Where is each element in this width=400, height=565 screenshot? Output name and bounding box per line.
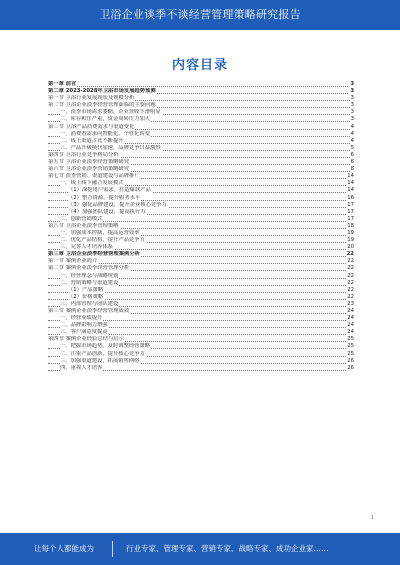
- toc-entry-page: 22: [347, 286, 354, 293]
- toc-entry-page: 22: [346, 251, 354, 258]
- toc-entry-label: 第一章 前言: [48, 81, 77, 87]
- toc-entry-page: 6: [350, 151, 354, 158]
- toc-entry-page: 5: [350, 144, 354, 151]
- toc-entry[interactable]: [48, 195, 354, 202]
- toc-entry[interactable]: [48, 315, 354, 322]
- toc-entry[interactable]: [48, 109, 354, 116]
- toc-entry[interactable]: [48, 81, 354, 88]
- toc-entry-page: 24: [347, 322, 354, 329]
- toc-entry-label: 二、创新营销模式: [60, 215, 103, 222]
- toc-entry-page: 24: [347, 329, 354, 336]
- toc-entry[interactable]: [48, 223, 354, 230]
- toc-entry-label: （3）强化品牌建设，提升企业核心竞争力: [68, 201, 167, 208]
- toc-entry-label: 第四节 案例企业经验总结与启示: [48, 336, 124, 343]
- toc-entry-page: 3: [350, 102, 354, 109]
- toc-entry[interactable]: [48, 138, 354, 145]
- toc-entry-page: 19: [347, 229, 354, 236]
- toc-entry-page: 3: [350, 81, 354, 87]
- toc-entry-page: 26: [347, 364, 354, 371]
- toc-entry-label: （4）加强团队建设，提高执行力: [68, 208, 146, 215]
- toc-entry-page: 22: [347, 279, 354, 286]
- toc-entry-label: 第五节 卫浴企业淡季经营策略研究: [48, 159, 130, 166]
- toc-entry[interactable]: [48, 166, 354, 173]
- toc-entry-label: 二、注重产品创新，提升核心竞争力: [60, 350, 145, 357]
- toc-entry[interactable]: [48, 159, 354, 166]
- toc-entry-label: 三、产品升级换代加速，品牌竞争日益激烈: [60, 144, 161, 151]
- toc-entry-label: 二、营销策略与渠道建设: [60, 279, 119, 286]
- toc-entry-page: 16: [347, 194, 354, 201]
- toc-entry-label: 二、库存积压严重，资金周转压力加大: [60, 116, 151, 123]
- toc-entry[interactable]: [48, 102, 354, 109]
- toc-entry[interactable]: [48, 244, 354, 251]
- page-number: 1: [370, 515, 374, 521]
- toc-entry[interactable]: [48, 216, 354, 223]
- dot-leader: [48, 86, 354, 87]
- toc-entry-label: 一、消费者需求向智能化、个性化转变: [60, 130, 151, 137]
- toc-entry-page: 25: [347, 350, 354, 357]
- toc-entry-label: （1）产品策略: [68, 286, 104, 293]
- toc-entry[interactable]: [48, 230, 354, 237]
- toc-entry-label: 三、完善人才培养体系: [60, 244, 113, 251]
- toc-entry-page: 25: [347, 343, 354, 350]
- toc-entry-page: 24: [347, 308, 354, 314]
- toc-entry-page: 4: [350, 123, 354, 130]
- toc-entry[interactable]: [48, 124, 354, 131]
- toc-entry[interactable]: [48, 258, 354, 265]
- toc-entry[interactable]: [48, 351, 354, 358]
- toc-entry-label: 第二章 2023-2028年卫浴市场发展趋势预测: [48, 88, 156, 95]
- toc-entry-label: 四、重视人才培养: [60, 364, 103, 371]
- table-of-contents: [48, 81, 354, 372]
- toc-entry[interactable]: [48, 287, 354, 294]
- toc-entry[interactable]: [48, 180, 354, 187]
- toc-entry[interactable]: [48, 308, 354, 315]
- toc-entry-label: 第七节 淡季营销、渠道建设与品牌推广: [48, 173, 140, 180]
- toc-entry-page: 22: [347, 293, 354, 300]
- toc-entry-page: 3: [350, 116, 354, 123]
- toc-entry[interactable]: [48, 95, 354, 102]
- toc-entry-page: 17: [347, 215, 354, 222]
- toc-entry-page: 20: [347, 244, 354, 251]
- toc-entry-label: 一、线上线下融合发展模式: [60, 180, 124, 187]
- toc-entry-label: 第四节 卫浴行业竞争格局分析: [48, 151, 119, 158]
- toc-entry[interactable]: [48, 280, 354, 287]
- toc-entry[interactable]: [48, 187, 354, 194]
- toc-entry-page: 19: [347, 237, 354, 244]
- toc-entry-page: 3: [350, 95, 354, 102]
- toc-entry[interactable]: [48, 145, 354, 152]
- toc-entry-label: 一、经营业绩提升: [60, 315, 103, 322]
- toc-entry-label: （2）价格策略: [68, 293, 104, 300]
- toc-entry-page: 22: [347, 258, 354, 265]
- toc-entry-label: 第三节 案例企业淡季经营管理成效: [48, 308, 130, 314]
- toc-entry-label: 二、优化产品结构，提升产品竞争力: [60, 237, 145, 244]
- toc-entry-label: 一、淡季市场需求萎缩，企业营收下滑明显: [60, 109, 161, 116]
- toc-entry-label: 第八节 卫浴企业淡季管理策略: [48, 222, 119, 229]
- toc-entry-page: 14: [347, 173, 354, 180]
- toc-entry-page: 14: [347, 187, 354, 194]
- footer-divider: [112, 541, 113, 557]
- toc-entry-page: 24: [347, 315, 354, 322]
- toc-heading: 内容目录: [171, 58, 228, 73]
- toc-entry-label: 第三章 卫浴企业淡季经营管理案例分析: [48, 251, 140, 258]
- toc-entry-label: 第六节 卫浴企业淡季营销策略研究: [48, 166, 130, 173]
- toc-entry[interactable]: [48, 265, 354, 272]
- toc-entry-page: 8: [350, 166, 354, 173]
- toc-entry[interactable]: [48, 88, 354, 95]
- toc-entry-label: 第二节 案例企业淡季经营管理分析: [48, 265, 130, 272]
- footer-banner: [0, 533, 400, 565]
- toc-entry-label: 一、把握市场趋势，及时调整经营策略: [60, 343, 151, 350]
- top-banner: [0, 0, 400, 30]
- toc-entry-label: 三、加强渠道建设，拓展销售网络: [60, 357, 140, 364]
- toc-entry[interactable]: [48, 322, 354, 329]
- report-title: 卫浴企业谈季不谈经营管理策略研究报告: [99, 8, 301, 21]
- toc-entry-page: 17: [347, 201, 354, 208]
- footer-tagline: 行业专家、管理专家、营销专家、战略专家、成功企业家……: [126, 544, 329, 553]
- toc-entry-label: 第三节 卫浴产品消费需求与渠道变化: [48, 123, 135, 130]
- toc-entry[interactable]: [48, 273, 354, 280]
- toc-entry-label: 一、加强成本控制，提高运营效率: [60, 229, 140, 236]
- toc-entry-page: 17: [347, 208, 354, 215]
- toc-entry-label: （1）深挖用户需求，打造爆款产品: [68, 187, 151, 194]
- toc-entry[interactable]: [48, 131, 354, 138]
- toc-entry[interactable]: [48, 251, 354, 258]
- toc-entry[interactable]: [48, 116, 354, 123]
- toc-entry-label: 三、客户满意度提高: [60, 329, 108, 336]
- toc-entry-page: 22: [347, 265, 354, 272]
- toc-entry-page: 26: [347, 357, 354, 364]
- toc-entry[interactable]: [48, 237, 354, 244]
- toc-entry-label: 第二节 卫浴企业淡季经营管理面临的主要问题: [48, 102, 156, 109]
- toc-entry[interactable]: [48, 152, 354, 159]
- toc-entry-label: （2）整合资源，提升服务水平: [68, 194, 141, 201]
- toc-entry[interactable]: [48, 343, 354, 350]
- toc-entry[interactable]: [48, 358, 354, 365]
- footer-slogan: 让每个人都能成为: [34, 544, 94, 553]
- toc-entry-label: 第一节 案例企业简介: [48, 258, 98, 265]
- toc-entry-page: 22: [347, 272, 354, 279]
- toc-entry[interactable]: [48, 365, 354, 372]
- toc-entry[interactable]: [48, 294, 354, 301]
- toc-entry-label: 二、品牌影响力增强: [60, 322, 108, 329]
- toc-entry-label: 二、线上渠道占比不断提升: [60, 137, 124, 144]
- toc-entry-page: 6: [350, 159, 354, 166]
- toc-entry-page: 4: [350, 130, 354, 137]
- toc-entry-page: 3: [350, 88, 354, 95]
- toc-entry-page: 4: [350, 137, 354, 144]
- toc-entry-label: 一、经营理念与战略规划: [60, 272, 119, 279]
- toc-entry[interactable]: [48, 173, 354, 180]
- toc-entry-label: 第一节 卫浴行业发展现状及规模分析: [48, 95, 135, 102]
- toc-entry-page: 18: [347, 222, 354, 229]
- toc-entry[interactable]: [48, 336, 354, 343]
- toc-entry[interactable]: [48, 202, 354, 209]
- toc-entry[interactable]: [48, 329, 354, 336]
- toc-entry-page: 14: [347, 180, 354, 187]
- toc-entry-page: 25: [347, 336, 354, 343]
- toc-entry-label: 三、内部管理与团队建设: [60, 300, 119, 307]
- toc-entry[interactable]: [48, 301, 354, 308]
- toc-entry-page: 23: [347, 300, 354, 307]
- toc-entry[interactable]: [48, 209, 354, 216]
- toc-entry-page: 3: [350, 109, 354, 116]
